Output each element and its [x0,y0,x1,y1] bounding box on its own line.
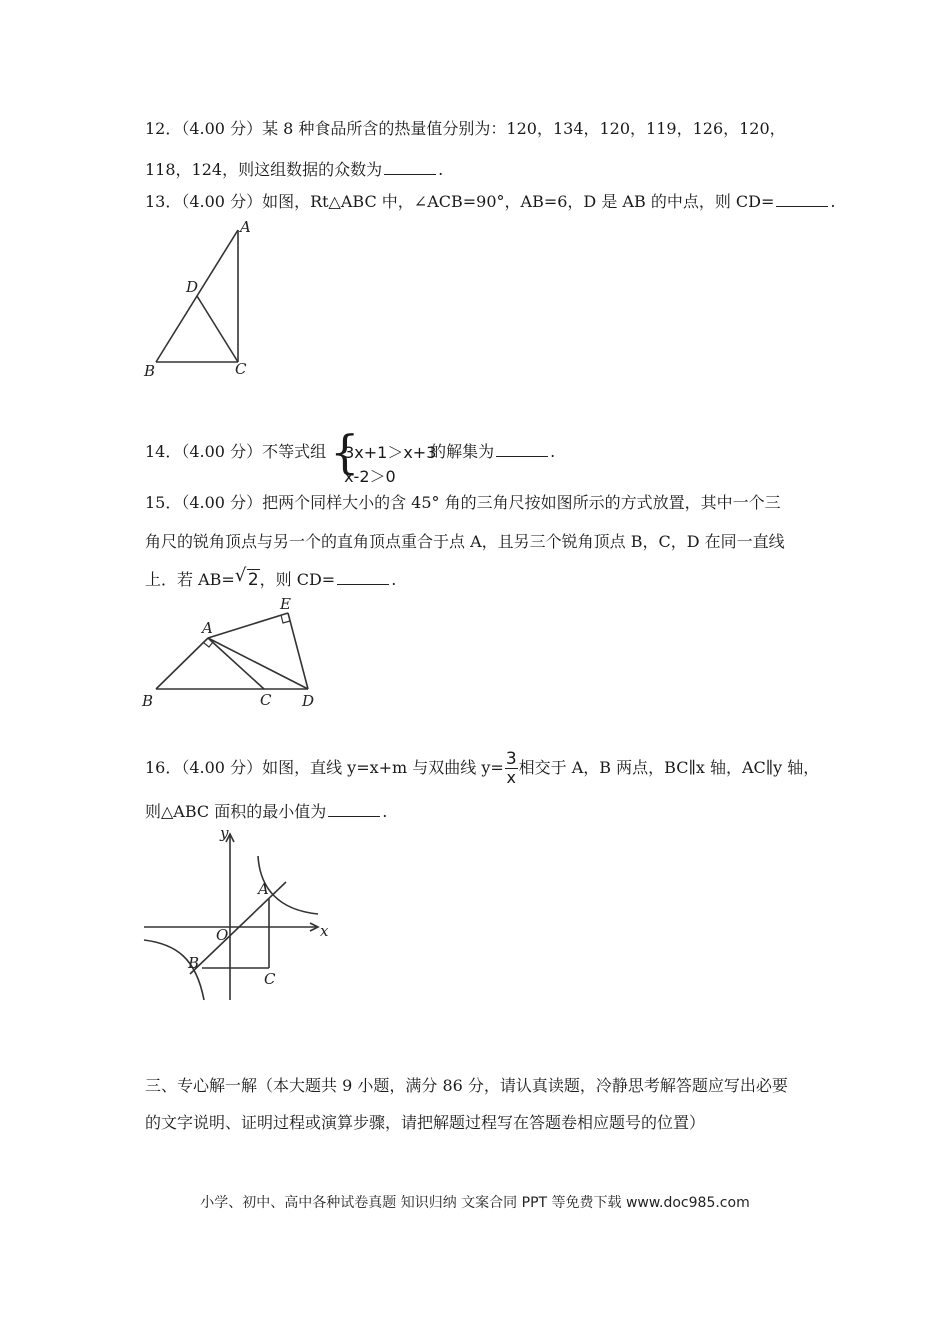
q15-segment-ba [156,638,208,689]
q14-period: . [550,442,556,461]
q15-label-e: E [280,596,291,613]
q16-line2 [145,800,387,823]
q15-period: . [391,570,397,589]
q13-segment-cd [197,296,238,362]
q13-period: . [830,192,836,211]
q14-inequality-1: 3x+1＞x+3 [344,442,437,462]
q15-radical-sign: √ [234,565,247,586]
q15-line1: 15．（4.00 分）把两个同样大小的含 45° 角的三角尺按如图所示的方式放置，其中一个三 [145,493,781,512]
q14-inequality-2: x-2＞0 [344,466,396,486]
q16-label-c: C [264,970,276,988]
q16-fraction [505,750,518,787]
q13-label-b: B [144,362,156,380]
q14-solution-text: 的解集为 [430,442,495,461]
q16-period: . [382,802,388,821]
q15-label-c: C [260,691,272,709]
q15-answer-blank [337,568,389,585]
q15-segment-ed [288,613,308,689]
q12-line2 [145,158,443,181]
q15-triangles-figure [138,596,328,714]
q13-answer-blank [776,190,828,207]
q15-line3 [145,565,397,591]
q16-fraction-numerator: 3 [505,749,517,769]
q16-label-y: y [220,826,229,842]
q16-label-b: B [188,954,200,972]
q16-line2-text: 则△ABC 面积的最小值为 [145,802,327,821]
q13-text [145,190,835,213]
q15-line3-mid: ，则 CD= [259,570,336,589]
section3-line1: 三、专心解一解（本大题共 9 小题，满分 86 分，请认真读题，冷静思考解答题应写出必要 [145,1076,788,1095]
q15-segment-ac [208,638,264,689]
q14-question-text: 14．（4.00 分）不等式组 [145,442,327,461]
q16-label-x: x [320,922,329,940]
q14-answer-blank [496,440,548,457]
q13-label-c: C [235,360,247,378]
page-footer: 小学、初中、高中各种试卷真题 知识归纳 文案合同 PPT 等免费下载 www.doc985.com [200,1195,750,1211]
q12-line2-text: 118，124，则这组数据的众数为 [145,160,383,179]
q14-text [145,424,556,486]
q16-line1-rest: 相交于 A，B 两点，BC∥x 轴，AC∥y 轴， [518,758,820,777]
q16-graph-figure [138,826,338,1004]
q12-line1: 12．（4.00 分）某 8 种食品所含的热量值分别为：120，134，120，119，126，120， [145,119,786,138]
q14-inequality-system [330,424,437,486]
q15-segment-ae [208,613,288,638]
q15-segment-ad [208,638,308,689]
q15-line2: 角尺的锐角顶点与另一个的直角顶点重合于点 A，且另三个锐角顶点 B，C，D 在同一直线 [145,532,785,551]
q13-triangle-figure [138,218,258,383]
q15-label-d: D [302,692,315,710]
q15-label-a: A [202,619,213,637]
q12-period: . [438,160,444,179]
q14-brace: { [330,424,360,479]
q16-line1 [145,748,819,788]
q15-line3-text: 上．若 AB= [145,570,235,589]
q16-answer-blank [328,800,380,817]
q13-label-d: D [186,278,199,296]
q16-label-o: O [216,926,229,944]
q12-answer-blank [384,158,436,175]
q15-sqrt [234,565,260,591]
q16-line-y-x-m [190,882,286,974]
q16-line1-text: 16．（4.00 分）如图，直线 y=x+m 与双曲线 y= [145,758,504,777]
q15-label-b: B [142,692,154,710]
q13-question-text: 13．（4.00 分）如图，Rt△ABC 中，∠ACB=90°，AB=6，D 是 AB 的中点，则 CD= [145,192,775,211]
q15-sqrt-arg: 2 [247,570,259,590]
section3-line2: 的文字说明、证明过程或演算步骤，请把解题过程写在答题卷相应题号的位置） [145,1113,706,1132]
q13-label-a: A [240,218,251,236]
q16-fraction-denominator: x [506,768,516,787]
q16-label-a: A [258,880,269,898]
